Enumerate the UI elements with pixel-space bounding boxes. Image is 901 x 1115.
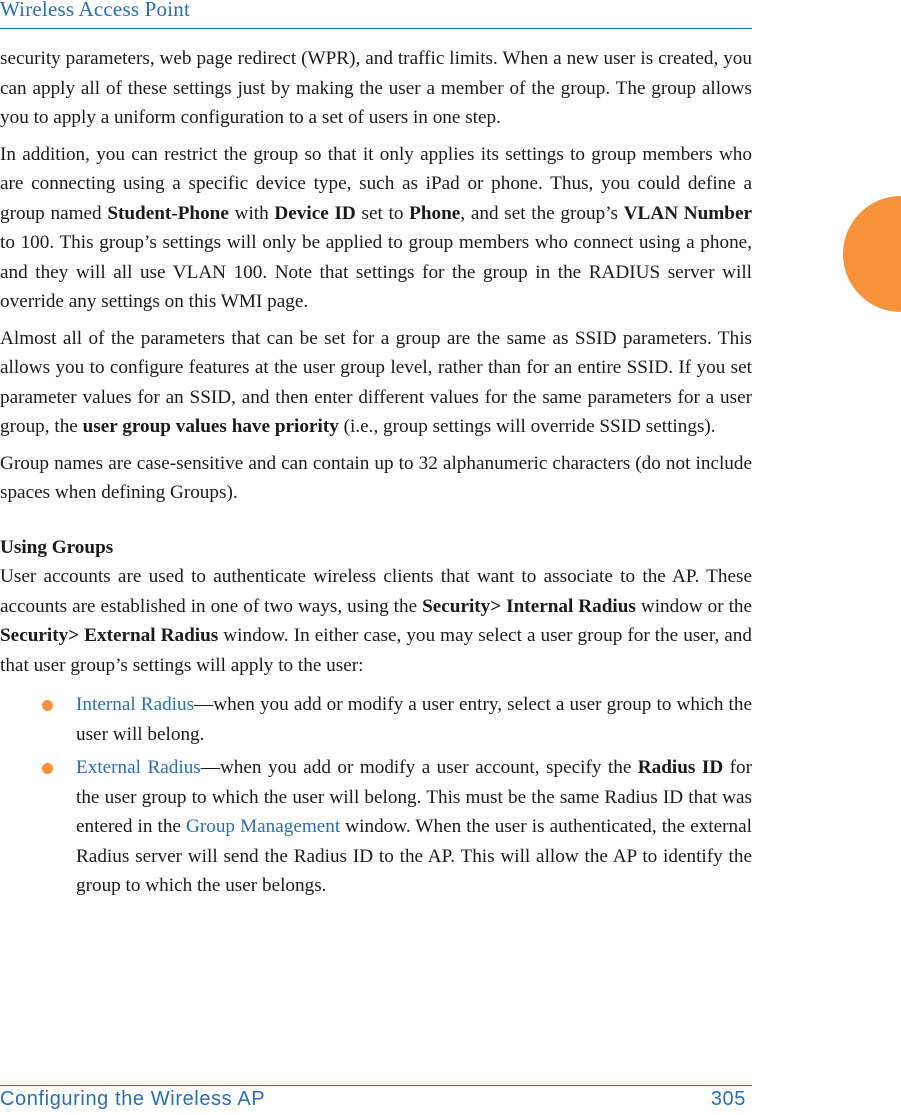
term-security-external-radius: Security> External Radius [0,625,219,646]
paragraph-group-names: Group names are case-sensitive and can contain up to 32 alphanumeric characters (do not include spaces when defining Groups). [0,452,752,503]
link-external-radius[interactable]: External Radius [76,757,201,778]
running-footer [0,1085,752,1115]
bullet-dot-icon [42,763,53,774]
radius-options-list [0,690,752,901]
section-heading-using-groups: Using Groups [0,536,114,558]
term-device-id: Device ID [274,202,356,224]
page-content [0,44,752,905]
paragraph-device-restriction: In addition, you can restrict the group so that it only applies its settings to group members who are connecting using a specific device type, such as iPad or phone. Thus, you could define a group named Student-Phone with Device ID set to Phone, and set the group’s VLAN Number to 100. This group’s settings will only be applied to group members who connect using a phone, and they will all use VLAN 100. Note that settings for the group in the RADIUS server will override any settings on this WMI page. [0,143,752,312]
list-item-external-radius: External Radius—when you add or modify a user account, specify the Radius ID for the user group to which the user will belong. This must be the same Radius ID that was entered in the Group Management window. When the user is authenticated, the external Radius server will send the Radius ID to the AP. This will allow the AP to identify the group to which the user belongs. [0,753,752,901]
chapter-tab-marker [843,196,901,312]
paragraph-using-groups-intro: User accounts are used to authenticate wireless clients that want to associate to the AP. These accounts are established in one of two ways, using the Security> Internal Radius window or the Security> External Radius window. In either case, you may select a user group for the user, and that user group’s settings will apply to the user: [0,566,753,676]
term-student-phone: Student-Phone [107,202,229,224]
bullet-dot-icon [42,700,53,711]
list-item-internal-radius: Internal Radius—when you add or modify a user entry, select a user group to which the user will belong. [0,690,752,749]
link-group-management[interactable]: Group Management [185,816,341,837]
header-title: Wireless Access Point [0,0,190,21]
paragraph-security-parameters: security parameters, web page redirect (WPR), and traffic limits. When a new user is created, you can apply all of these settings just by making the user a member of the group. The group allows you to apply a uniform configuration to a set of users in one step. [0,48,752,128]
page-number: 305 [710,1088,746,1110]
term-vlan-number: VLAN Number [623,202,752,224]
paragraph-group-priority: Almost all of the parameters that can be set for a group are the same as SSID parameters. This allows you to configure features at the user group level, rather than for an entire SSID. If you set parameter values for an SSID, and then enter different values for the same parameters for a user group, the user group values have priority (i.e., group settings will override SSID settings). [0,327,752,437]
link-internal-radius[interactable]: Internal Radius [76,694,195,715]
term-user-group-values-priority: user group values have priority [82,416,339,437]
term-security-internal-radius: Security> Internal Radius [422,595,636,617]
term-phone: Phone [409,202,461,224]
running-header [0,0,752,29]
footer-title: Configuring the Wireless AP [0,1088,266,1110]
term-radius-id: Radius ID [637,757,724,778]
